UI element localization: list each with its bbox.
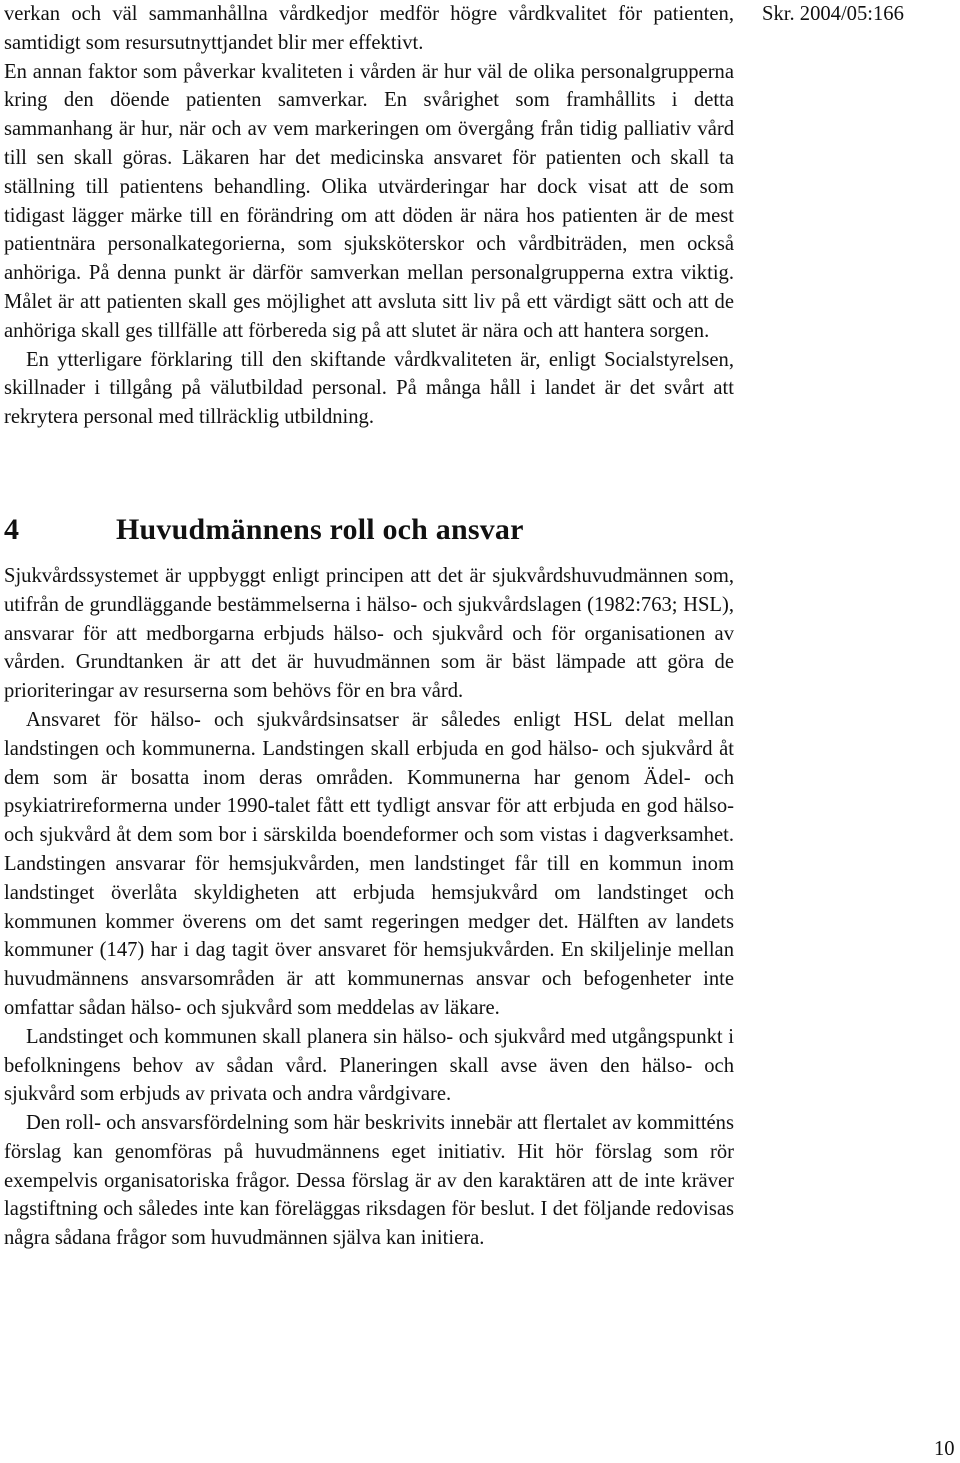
intro-paragraph-1: verkan och väl sammanhållna vårdkedjor medför högre vårdkvalitet för patienten, samtidigt som resursutnyttjandet blir mer effektivt. (4, 3, 734, 54)
page-number: 10 (934, 1438, 955, 1460)
intro-text (4, 0, 734, 432)
intro-paragraph-2: En annan faktor som påverkar kvaliteten i vården är hur väl de olika personalgrupperna kring den döende patienten samverkar. En svårighet som framhållits i detta sammanhang är hur, när och av vem markeringen om övergång från tidig palliativ vård till sen skall göras. Läkaren har det medicinska ansvaret för patienten och skall ta ställning till patientens behandling. Olika utvärderingar har dock visat att de som tidigast lägger märke till en förändring om att döden är nära hos patienten är de mest patientnära personalkategorierna, som sjuksköterskor och vårdbiträden, men också anhöriga. På denna punkt är därför samverkan mellan personalgrupperna extra viktig. Målet är att patienten skall ges möjlighet att avsluta sitt liv på ett värdigt sätt och att de anhöriga skall ges tillfälle att förbereda sig på att slutet är nära och att hantera sorgen. (4, 60, 734, 342)
section-paragraph-3: Landstinget och kommunen skall planera sin hälso- och sjukvård med utgångspunkt i befolkningens behov av sådan vård. Planeringen skall avse även den hälso- och sjukvård som erbjuds av privata och andra vårdgivare. (4, 1025, 734, 1106)
report-reference: Skr. 2004/05:166 (762, 3, 904, 25)
section-number: 4 (4, 512, 20, 546)
section-paragraph-1: Sjukvårdssystemet är uppbyggt enligt principen att det är sjukvårdshuvudmännen som, utifrån de grundläggande bestämmelserna i hälso- och sjukvårdslagen (1982:763; HSL), ansvarar för att medborgarna erbjuds hälso- och sjukvård och för organisationen av vården. Grundtanken är att det är huvudmännen som är bäst lämpade att göra de prioriteringar av resurserna som behövs för en bra vård. (4, 564, 734, 703)
section-title: Huvudmännens roll och ansvar (116, 512, 524, 546)
section-paragraph-2: Ansvaret för hälso- och sjukvårdsinsatser är således enligt HSL delat mellan landstingen och kommunerna. Landstingen skall erbjuda en god hälso- och sjukvård åt dem som är bosatta inom deras områden. Kommunerna har genom Ädel- och psykiatrireformerna under 1990-talet fått ett tydligt ansvar för att erbjuda en god hälso- och sjukvård åt dem som bor i särskilda boendeformer och som vistas i dagverksamhet. Landstingen ansvarar för hemsjukvården, men landstinget får till en kommun inom landstinget överlåta skyldigheten att erbjuda hemsjukvård om landstinget och kommunen kommer överens om det samt regeringen medger det. Hälften av landets kommuner (147) har i dag tagit över ansvaret för hemsjukvården. En skiljelinje mellan huvudmännens ansvarsområden är att kommunernas ansvar och befogenheter inte omfattar sådan hälso- och sjukvård som meddelas av läkare. (4, 708, 734, 1019)
section-paragraph-4: Den roll- och ansvarsfördelning som här beskrivits innebär att flertalet av kommitténs förslag kan genomföras på huvudmännens eget initiativ. Hit hör förslag som rör exempelvis organisatoriska frågor. Dessa förslag är av den karaktären att de inte kräver lagstiftning och således inte kan föreläggas riksdagen för beslut. I det följande redovisas några sådana frågor som huvudmännen själva kan initiera. (4, 1112, 734, 1250)
section-heading (4, 510, 734, 550)
intro-paragraph-3: En ytterligare förklaring till den skiftande vårdkvaliteten är, enligt Socialstyrelsen, skillnader i tillgång på välutbildad personal. På många håll i landet är det svårt att rekrytera personal med tillräcklig utbildning. (4, 348, 734, 429)
page-body (4, 0, 734, 1253)
section-body (4, 562, 734, 1253)
